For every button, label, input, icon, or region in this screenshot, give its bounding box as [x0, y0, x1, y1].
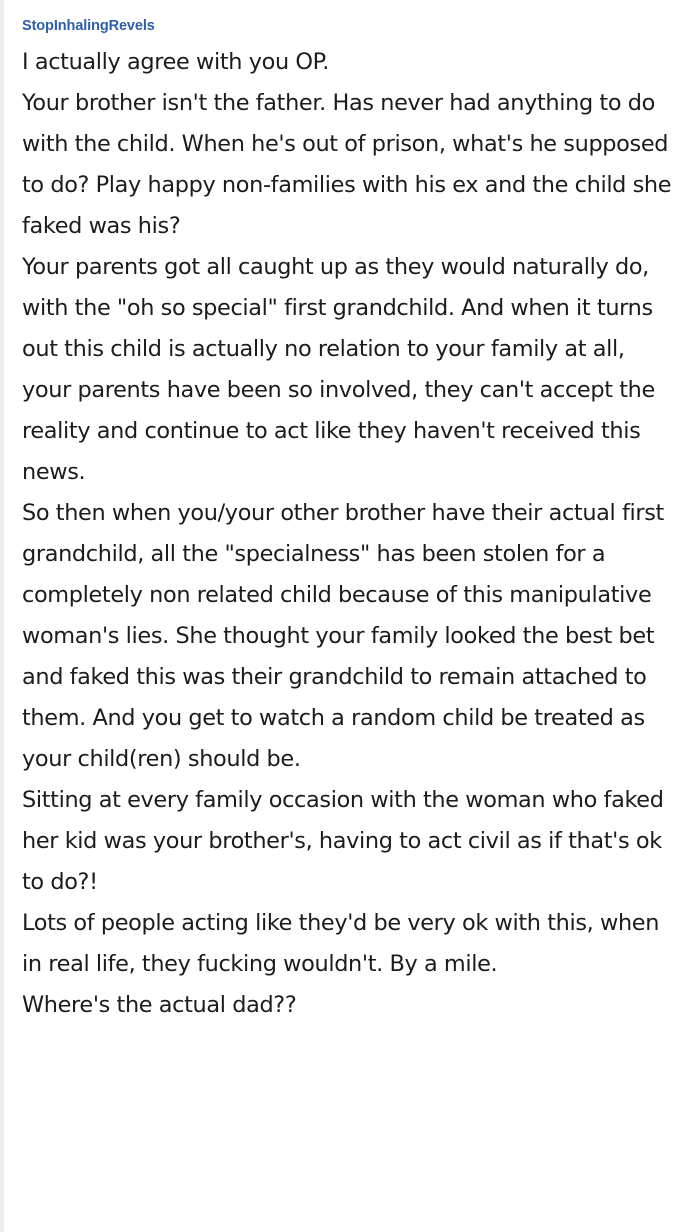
- comment-paragraph: So then when you/your other brother have their actual first grandchild, all the "specialness" has been stolen for a completely non related child because of this manipulative woman's lies. She thought your family looked the best bet and faked this was their grandchild to remain attached to them. And you get to watch a random child be treated as your child(ren) should be.: [22, 500, 664, 772]
- comment-paragraph: Your brother isn't the father. Has never had anything to do with the child. When he's out of prison, what's he supposed to do? Play happy non-families with his ex and the child she faked was his?: [22, 90, 672, 239]
- comment-body: [22, 42, 680, 1026]
- comment-paragraph: Lots of people acting like they'd be very ok with this, when in real life, they fucking wouldn't. By a mile.: [22, 910, 660, 977]
- comment-paragraph: I actually agree with you OP.: [22, 49, 330, 75]
- thread-line: [0, 0, 4, 1232]
- comment-paragraph: Your parents got all caught up as they would naturally do, with the "oh so special" first grandchild. And when it turns out this child is actually no relation to your family at all, your parents have been so involved, they can't accept the reality and continue to act like they haven't received this news.: [22, 254, 655, 485]
- comment-paragraph: Sitting at every family occasion with the woman who faked her kid was your brother's, having to act civil as if that's ok to do?!: [22, 787, 664, 895]
- comment-paragraph: Where's the actual dad??: [22, 992, 297, 1018]
- comment-author-link[interactable]: StopInhalingRevels: [22, 18, 155, 34]
